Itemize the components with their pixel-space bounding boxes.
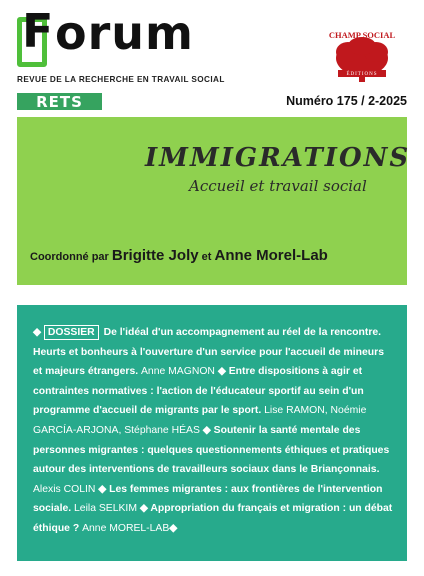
- forum-logo: [17, 4, 217, 71]
- diamond-icon: ◆: [139, 503, 148, 515]
- issue-subtitle: Accueil et travail social: [189, 177, 367, 195]
- article-5-title: Appropriation du français et migration : un débat éthique ?: [33, 503, 393, 534]
- article-5-author: Anne MOREL-LAB: [82, 522, 170, 534]
- issue-number: Numéro 175 / 2-2025: [286, 94, 407, 108]
- diamond-icon: ◆: [98, 483, 107, 495]
- tagline: REVUE DE LA RECHERCHE EN TRAVAIL SOCIAL: [17, 75, 225, 84]
- editor-1: Brigitte Joly: [111, 247, 199, 264]
- publisher-subtitle: ÉDITIONS: [346, 72, 378, 77]
- contents-box: [17, 305, 407, 561]
- publisher-name: CHAMP SOCIAL: [328, 30, 396, 40]
- logo-wordmark: orum: [55, 6, 194, 60]
- rets-badge: RETS: [17, 93, 102, 110]
- logo-f-letter: F: [22, 4, 54, 58]
- article-1-author: Anne MAGNON: [141, 366, 215, 378]
- publisher-logo: [314, 28, 410, 84]
- article-2-author: Lise RAMON, Noémie GARCÍA-ARJONA, Stéphane HÉAS: [33, 405, 367, 436]
- dossier-label: DOSSIER: [44, 325, 99, 340]
- article-4-title: Les femmes migrantes : aux frontières de l'intervention sociale.: [33, 483, 383, 515]
- article-3-title: Soutenir la santé mentale des personnes migrantes : quelques questionnements éthiques et pratiques autour des interventions de travailleurs sociaux dans le Briançonnais.: [33, 424, 390, 476]
- coordinators: [30, 247, 328, 265]
- article-1-title: De l'idéal d'un accompagnement au réel de la rencontre. Heurts et bonheurs à l'ouverture d'un service pour l'accueil de mineurs et majeurs étrangers.: [33, 327, 384, 378]
- coord-join: et: [198, 251, 215, 263]
- article-4-author: Leila SELKIM: [74, 503, 137, 515]
- article-3-author: Alexis COLIN: [33, 483, 96, 495]
- diamond-icon: ◆: [217, 366, 226, 378]
- diamond-icon: ◆: [202, 424, 211, 436]
- title-band: [17, 117, 411, 285]
- diamond-icon: ◆: [169, 522, 178, 534]
- editor-2: Anne Morel-Lab: [214, 247, 328, 264]
- issue-title: IMMIGRATIONS: [145, 143, 411, 173]
- coord-prefix: Coordonné par: [30, 251, 112, 263]
- article-2-title: Entre dispositions à agir et contraintes normatives : l'action de l'éducateur sportif au sein d'un programme d'accueil de migrants par le sport.: [33, 366, 364, 417]
- diamond-icon: ◆: [33, 327, 41, 338]
